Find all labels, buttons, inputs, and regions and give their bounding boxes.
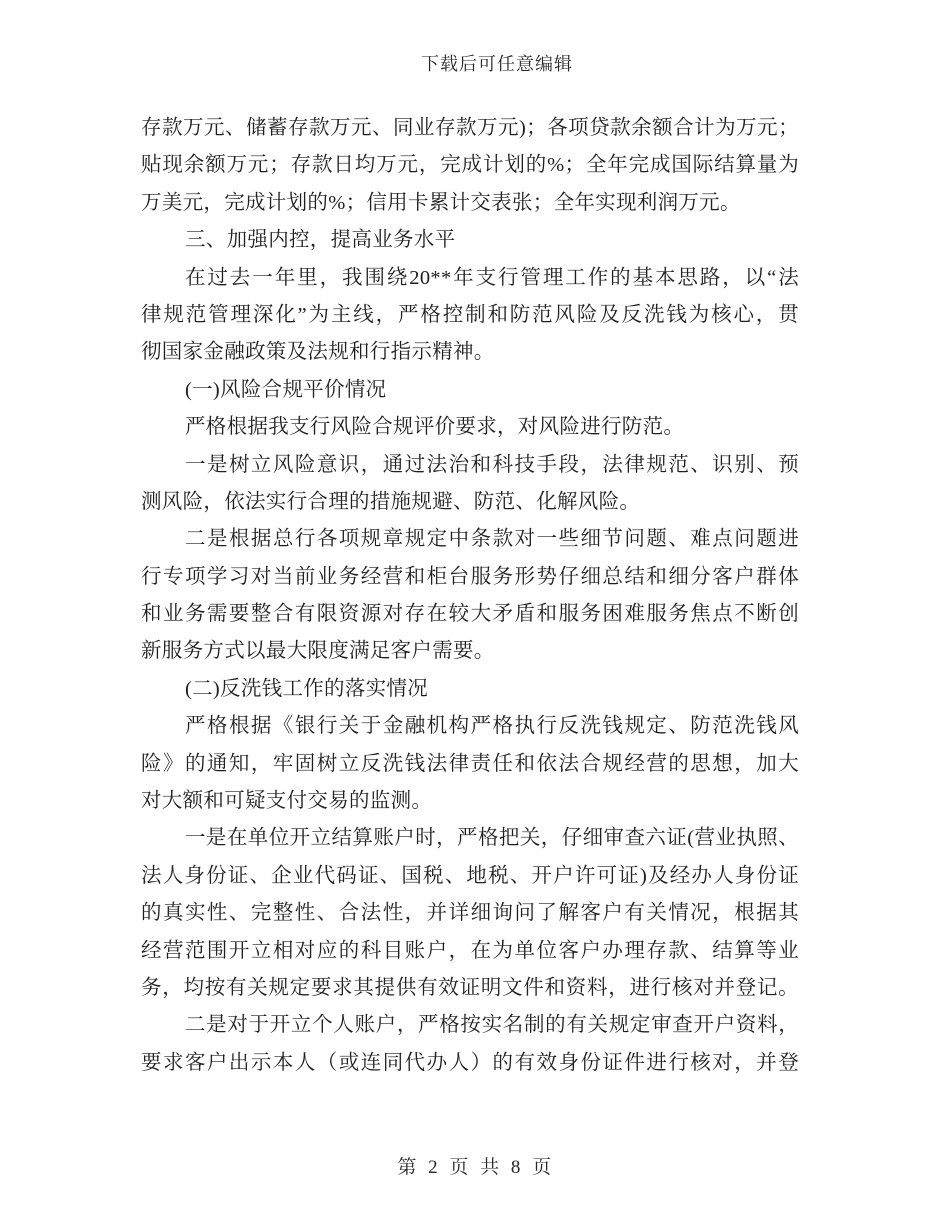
text-line: 严格根据《银行关于金融机构严格执行反洗钱规定、防范洗钱风 bbox=[185, 715, 799, 738]
text-line: (二)反洗钱工作的落实情况 bbox=[185, 677, 429, 700]
page-footer: 第 2 页 共 8 页 bbox=[397, 1157, 553, 1178]
text-line: 存款万元、储蓄存款万元、同业存款万元)；各项贷款余额合计为万元； bbox=[141, 117, 799, 139]
text-line: 彻国家金融政策及法规和行指示精神。 bbox=[141, 341, 495, 364]
text-line: 二是对于开立个人账户，严格按实名制的有关规定审查开户资料， bbox=[185, 1014, 799, 1037]
text-line: 险》的通知，牢固树立反洗钱法律责任和依法合规经营的思想，加大 bbox=[141, 752, 799, 775]
text-line: 万美元，完成计划的%；信用卡累计交表张；全年实现利润万元。 bbox=[141, 191, 741, 214]
text-line: 经营范围开立相对应的科目账户，在为单位客户办理存款、结算等业 bbox=[141, 939, 799, 962]
text-line: 新服务方式以最大限度满足客户需要。 bbox=[141, 640, 495, 663]
text-line: 的真实性、完整性、合法性，并详细询问了解客户有关情况，根据其 bbox=[141, 902, 799, 925]
text-line: (一)风险合规平价情况 bbox=[185, 378, 387, 401]
text-line: 务，均按有关规定要求其提供有效证明文件和资料，进行核对并登记。 bbox=[141, 976, 799, 999]
text-line: 二是根据总行各项规章规定中条款对一些细节问题、难点问题进 bbox=[185, 528, 799, 551]
text-line: 贴现余额万元；存款日均万元，完成计划的%；全年完成国际结算量为 bbox=[141, 154, 799, 177]
text-line: 一是在单位开立结算账户时，严格把关，仔细审查六证(营业执照、 bbox=[185, 827, 799, 850]
text-line: 和业务需要整合有限资源对存在较大矛盾和服务困难服务焦点不断创 bbox=[141, 603, 799, 626]
header-note: 下载后可任意编辑 bbox=[421, 54, 573, 74]
text-line: 三、加强内控，提高业务水平 bbox=[185, 229, 456, 252]
text-line: 一是树立风险意识，通过法治和科技手段，法律规范、识别、预 bbox=[185, 453, 799, 476]
text-line: 要求客户出示本人（或连同代办人）的有效身份证件进行核对，并登 bbox=[141, 1051, 799, 1074]
text-line: 对大额和可疑支付交易的监测。 bbox=[141, 790, 433, 813]
text-line: 法人身份证、企业代码证、国税、地税、开户许可证)及经办人身份证 bbox=[141, 864, 799, 887]
text-line: 行专项学习对当前业务经营和柜台服务形势仔细总结和细分客户群体 bbox=[141, 565, 799, 588]
document-body bbox=[141, 110, 799, 1082]
text-line: 律规范管理深化”为主线，严格控制和防范风险及反洗钱为核心，贯 bbox=[141, 303, 799, 326]
text-line: 测风险，依法实行合理的措施规避、防范、化解风险。 bbox=[141, 490, 641, 513]
text-line: 严格根据我支行风险合规评价要求，对风险进行防范。 bbox=[185, 416, 685, 439]
text-line: 在过去一年里，我围绕20**年支行管理工作的基本思路，以“法 bbox=[185, 266, 799, 289]
